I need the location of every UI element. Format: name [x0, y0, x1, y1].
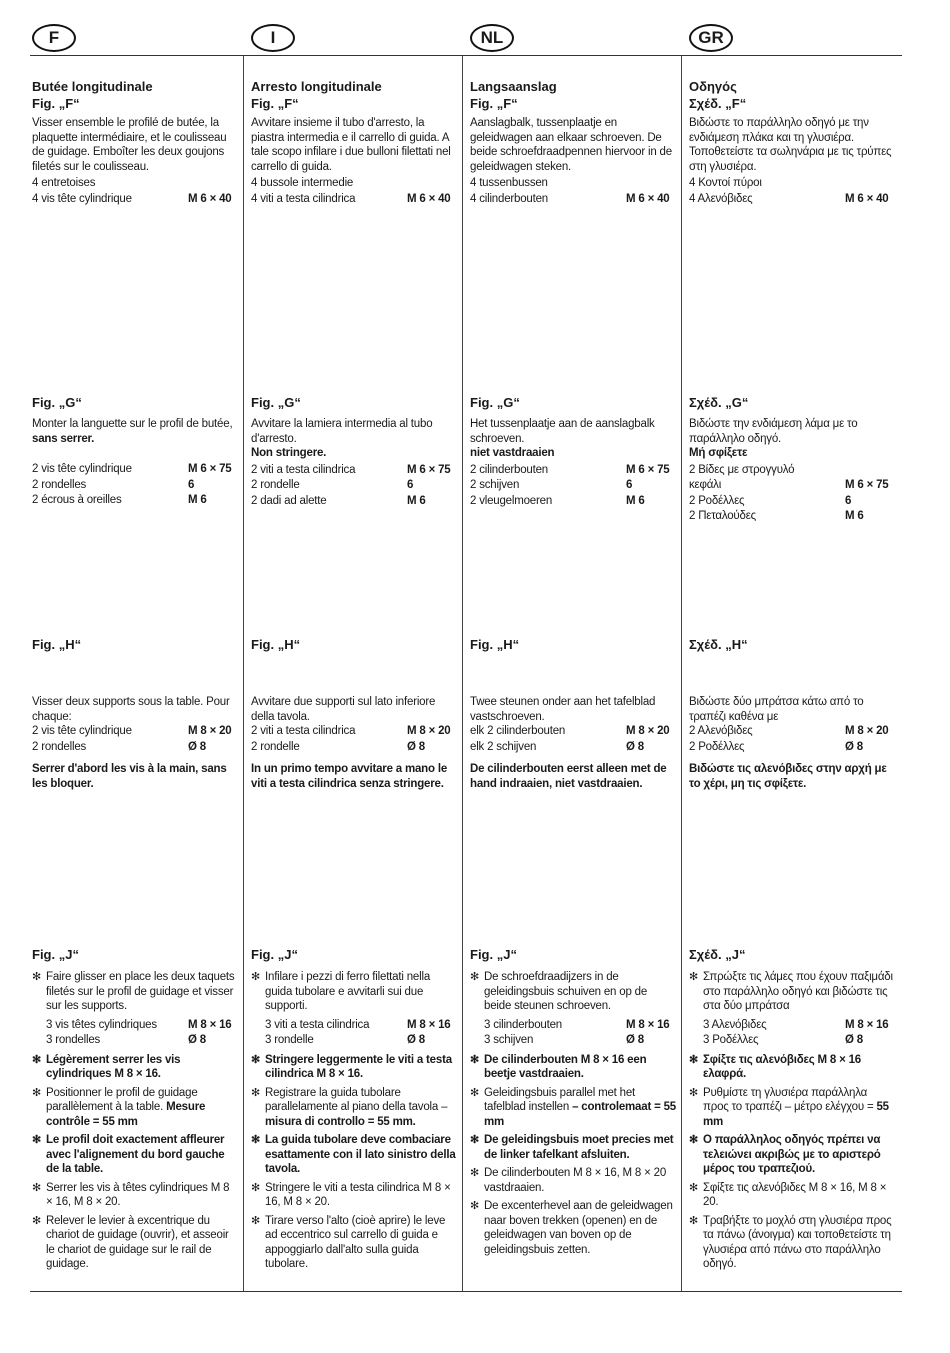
part-row: 3 vis têtes cylindriques M 8 × 16 — [46, 1018, 232, 1031]
step-item: ✻ Geleidingsbuis parallel met het tafelblad instellen – controlemaat = 55 mm — [470, 1086, 676, 1128]
instruction-text: Het tussenplaatje aan de aanslagbalk schroeven. niet vastdraaien — [470, 418, 655, 459]
fig-label: Fig. „H“ — [32, 637, 82, 652]
column-divider — [462, 56, 463, 1291]
fig-label: Fig. „G“ — [251, 395, 301, 410]
asterisk-icon: ✻ — [689, 1214, 699, 1227]
instruction-text: Βιδώστε την ενδιάμεση λάμα με το παράλληλο οδηγό. Μή σφίξετε — [689, 418, 858, 459]
asterisk-icon: ✻ — [251, 971, 261, 983]
fig-label: Fig. „G“ — [470, 395, 520, 410]
part-row: 3 Αλενόβιδες M 8 × 16 — [703, 1018, 889, 1031]
section-g — [251, 394, 457, 509]
asterisk-icon: ✻ — [689, 971, 699, 983]
section-title: Langsaanslag — [470, 79, 557, 94]
step-item: ✻ Faire glisser en place les deux taquets filetés sur le profil de guidage et visser sur les supports. — [32, 971, 235, 1012]
section-g — [470, 394, 676, 509]
part-row: 4 Κοντοί πύροι — [689, 177, 762, 189]
asterisk-icon: ✻ — [32, 1053, 42, 1066]
section-title: Arresto longitudinale — [251, 79, 382, 94]
asterisk-icon: ✻ — [470, 971, 480, 983]
step-item: ✻ Stringere leggermente le viti a testa cilindrica M 8 × 16. — [251, 1053, 452, 1080]
part-row: 4 entretoises — [32, 177, 96, 189]
part-row: 2 rondelles Ø 8 — [32, 740, 206, 753]
column-french — [32, 0, 238, 1290]
step-item: ✻ Ρυθμίστε τη γλυσιέρα παράλληλα προς το τραπέζι – μέτρο ελέγχου = 55 mm — [689, 1086, 889, 1128]
column-greek — [689, 0, 895, 1290]
part-row: 2 Πεταλούδες M 6 — [689, 510, 864, 522]
part-row: 4 vis tête cylindrique M 6 × 40 — [32, 192, 232, 205]
part-row: 2 vleugelmoeren M 6 — [470, 494, 645, 507]
warning-text: Serrer d'abord les vis à la main, sans les bloquer. — [32, 763, 227, 790]
language-badge-i: I — [251, 24, 295, 52]
step-item: ✻ Σφίξτε τις αλενόβιδες M 8 × 16, M 8 × 20. — [689, 1181, 887, 1208]
step-item: ✻ Légèrement serrer les vis cylindriques M 8 × 16. — [32, 1053, 181, 1080]
instruction-text: Βιδώστε δύο μπράτσα κάτω από το τραπέζι καθένα με — [689, 696, 864, 723]
step-item: ✻ Σφίξτε τις αλενόβιδες M 8 × 16 ελαφρά. — [689, 1053, 861, 1080]
section-f — [470, 78, 676, 207]
part-row: 2 viti a testa cilindrica M 6 × 75 — [251, 463, 451, 476]
fig-label: Fig. „J“ — [32, 947, 79, 962]
fig-label: Fig. „F“ — [251, 96, 299, 111]
part-row: 3 cilinderbouten M 8 × 16 — [484, 1018, 670, 1031]
bottom-rule — [30, 1291, 902, 1292]
warning-text: Βιδώστε τις αλενόβιδες στην αρχή με το χέρι, μη τις σφίξετε. — [689, 763, 887, 790]
part-row: 3 schijven Ø 8 — [484, 1034, 644, 1046]
asterisk-icon: ✻ — [470, 1134, 480, 1146]
step-item: ✻ De cilinderbouten M 8 × 16 een beetje vastdraaien. — [470, 1053, 647, 1080]
step-item: ✻ Tirare verso l'alto (cioè aprire) le leve ad eccentrico sul carrello di guida e appoggiarlo dall'alto sulla guida tubolare. — [251, 1214, 446, 1270]
instruction-text: Avvitare la lamiera intermedia al tubo d'arresto. Non stringere. — [251, 418, 433, 459]
asterisk-icon: ✻ — [470, 1167, 480, 1179]
step-item: ✻ Serrer les vis à têtes cylindriques M 8 × 16, M 8 × 20. — [32, 1181, 230, 1208]
part-row: 4 Αλενόβιδες M 6 × 40 — [689, 192, 889, 205]
instruction-text: Visser deux supports sous la table. Pour chaque: — [32, 696, 230, 723]
column-dutch — [470, 0, 676, 1290]
section-h — [470, 636, 676, 791]
part-row: 3 Ροδέλλες Ø 8 — [703, 1034, 863, 1046]
instruction-text: Avvitare insieme il tubo d'arresto, la piastra intermedia e il carrello di guida. A tale scopo infilare i due bulloni filettati nel carrello di guida. — [251, 117, 451, 173]
part-row: 2 écrous à oreilles M 6 — [32, 494, 207, 506]
fig-label: Fig. „H“ — [470, 637, 520, 652]
section-j — [689, 946, 895, 1276]
section-h — [251, 636, 457, 791]
instruction-text: Twee steunen onder aan het tafelblad vastschroeven. — [470, 696, 656, 723]
section-g — [32, 394, 238, 509]
section-h — [689, 636, 895, 791]
fig-label: Fig. „F“ — [470, 96, 518, 111]
part-row: elk 2 schijven Ø 8 — [470, 740, 644, 753]
section-h — [32, 636, 238, 791]
fig-label: Σχέδ. „J“ — [689, 947, 746, 962]
asterisk-icon: ✻ — [251, 1053, 261, 1066]
part-row: 2 rondelle 6 — [251, 479, 414, 491]
instruction-text: Avvitare due supporti sul lato inferiore della tavola. — [251, 696, 436, 723]
asterisk-icon: ✻ — [689, 1053, 699, 1066]
section-f — [689, 78, 895, 207]
part-row: 4 tussenbussen — [470, 177, 548, 189]
asterisk-icon: ✻ — [689, 1134, 699, 1146]
part-row: elk 2 cilinderbouten M 8 × 20 — [470, 725, 670, 737]
step-item: ✻ Τραβήξτε το μοχλό στη γλυσιέρα προς τα πάνω (άνοιγμα) και τοποθετείστε τη γλυσιέρα από πάνω στο παράλληλο οδηγό. — [689, 1214, 892, 1270]
asterisk-icon: ✻ — [251, 1181, 261, 1194]
asterisk-icon: ✻ — [689, 1086, 699, 1099]
asterisk-icon: ✻ — [251, 1134, 261, 1146]
asterisk-icon: ✻ — [32, 1181, 42, 1194]
column-divider — [681, 56, 682, 1291]
step-item: ✻ De schroefdraadijzers in de geleidingsbuis schuiven en op de beide steunen schroeven. — [470, 971, 648, 1012]
asterisk-icon: ✻ — [470, 1086, 480, 1099]
part-row: 2 Ροδέλλες Ø 8 — [689, 740, 863, 753]
step-item: ✻ De excenterhevel aan de geleidwagen naar boven trekken (openen) en de geleidwagen van boven op de geleidingsbuis zetten. — [470, 1200, 673, 1256]
language-badge-gr: GR — [689, 24, 733, 52]
section-f — [32, 78, 238, 207]
warning-text: De cilinderbouten eerst alleen met de hand indraaien, niet vastdraaien. — [470, 763, 667, 790]
asterisk-icon: ✻ — [470, 1053, 480, 1066]
asterisk-icon: ✻ — [32, 1214, 42, 1227]
instruction-text: Monter la languette sur le profil de butée, sans serrer. — [32, 418, 233, 445]
step-item: ✻ De cilinderbouten M 8 × 16, M 8 × 20 vastdraaien. — [470, 1167, 667, 1194]
language-badge-nl: NL — [470, 24, 514, 52]
fig-label: Fig. „G“ — [32, 395, 82, 410]
fig-label: Σχέδ. „H“ — [689, 637, 748, 652]
part-row: 4 cilinderbouten M 6 × 40 — [470, 192, 670, 205]
fig-label: Fig. „J“ — [251, 947, 298, 962]
instruction-text: Aanslagbalk, tussenplaatje en geleidwagen aan elkaar schroeven. De beide schroefdraadpennen hiervoor in de geleidwagen steken. — [470, 117, 672, 173]
fig-label: Fig. „J“ — [470, 947, 517, 962]
step-item: ✻ Σπρώξτε τις λάμες που έχουν παξιμάδι στο παράλληλο οδηγό και βιδώστε τις στα δύο μπράτσα — [689, 971, 893, 1012]
section-title: Butée longitudinale — [32, 79, 153, 94]
fig-label: Fig. „H“ — [251, 637, 301, 652]
step-item: ✻ Le profil doit exactement affleurer avec l'alignement du bord gauche de la table. — [32, 1134, 225, 1175]
section-f — [251, 78, 457, 207]
part-row: 2 rondelle Ø 8 — [251, 740, 425, 753]
part-row: 2 rondelles 6 — [32, 478, 195, 491]
asterisk-icon: ✻ — [251, 1086, 261, 1099]
section-j — [470, 946, 676, 1261]
asterisk-icon: ✻ — [251, 1214, 261, 1227]
part-row: 2 Βίδες με στρογγυλό κεφάλι M 6 × 75 — [689, 463, 889, 491]
asterisk-icon: ✻ — [32, 971, 42, 983]
asterisk-icon: ✻ — [689, 1181, 699, 1194]
instruction-text: Βιδώστε το παράλληλο οδηγό με την ενδιάμεση πλάκα και τη γλυσιέρα. Τοποθετείστε τα σωληνάρια με τις τρύπες στη γλυσιέρα. — [689, 117, 892, 173]
fig-label: Fig. „F“ — [32, 96, 80, 111]
step-item: ✻ Ο παράλληλος οδηγός πρέπει να τελειώνει ακριβώς με το αριστερό μέρος του τραπεζιού. — [689, 1134, 881, 1175]
instruction-text: Visser ensemble le profilé de butée, la plaquette intermédiaire, et le coulisseau de guidage. Emboîter les deux goujons filetés sur le coulisseau. — [32, 117, 227, 173]
step-item: ✻ Infilare i pezzi di ferro filettati nella guida tubolare e avvitarli sui due supporti. — [251, 971, 431, 1012]
warning-text: In un primo tempo avvitare a mano le viti a testa cilindrica senza stringere. — [251, 763, 448, 790]
part-row: 4 viti a testa cilindrica M 6 × 40 — [251, 192, 451, 205]
section-title: Οδηγός — [689, 79, 737, 94]
part-row: 2 cilinderbouten M 6 × 75 — [470, 463, 670, 476]
section-j — [251, 946, 457, 1276]
step-item: ✻ Registrare la guida tubolare parallelamente al piano della tavola – misura di controllo = 55 mm. — [251, 1086, 448, 1128]
part-row: 2 Αλενόβιδες M 8 × 20 — [689, 725, 889, 737]
step-item: ✻ De geleidingsbuis moet precies met de linker tafelkant afsluiten. — [470, 1134, 674, 1161]
column-italian — [251, 0, 457, 1290]
step-item: ✻ La guida tubolare deve combaciare esattamente con il lato sinistro della tavola. — [251, 1134, 456, 1175]
section-j — [32, 946, 238, 1276]
language-badge-f: F — [32, 24, 76, 52]
part-row: 2 schijven 6 — [470, 479, 633, 491]
fig-label: Σχέδ. „G“ — [689, 395, 749, 410]
asterisk-icon: ✻ — [470, 1200, 480, 1212]
fig-label: Σχέδ. „F“ — [689, 96, 747, 111]
step-item: ✻ Relever le levier à excentrique du chariot de guidage (ouvrir), et asseoir le chariot de guidage sur le rail de guidage. — [32, 1214, 229, 1270]
step-item: ✻ Positionner le profil de guidage parallèlement à la table. Mesure contrôle = 55 mm — [32, 1086, 206, 1128]
part-row: 4 bussole intermedie — [251, 177, 354, 189]
part-row: 2 vis tête cylindrique M 6 × 75 — [32, 463, 232, 475]
part-row: 3 rondelles Ø 8 — [46, 1034, 206, 1046]
step-item: ✻ Stringere le viti a testa cilindrica M 8 × 16, M 8 × 20. — [251, 1181, 451, 1208]
part-row: 2 Ροδέλλες 6 — [689, 494, 852, 507]
part-row: 3 rondelle Ø 8 — [265, 1034, 425, 1046]
column-divider — [243, 56, 244, 1291]
asterisk-icon: ✻ — [32, 1086, 42, 1099]
part-row: 2 vis tête cylindrique M 8 × 20 — [32, 725, 232, 737]
section-g — [689, 394, 895, 525]
part-row: 3 viti a testa cilindrica M 8 × 16 — [265, 1018, 451, 1031]
part-row: 2 viti a testa cilindrica M 8 × 20 — [251, 725, 451, 737]
part-row: 2 dadi ad alette M 6 — [251, 494, 426, 507]
asterisk-icon: ✻ — [32, 1134, 42, 1146]
